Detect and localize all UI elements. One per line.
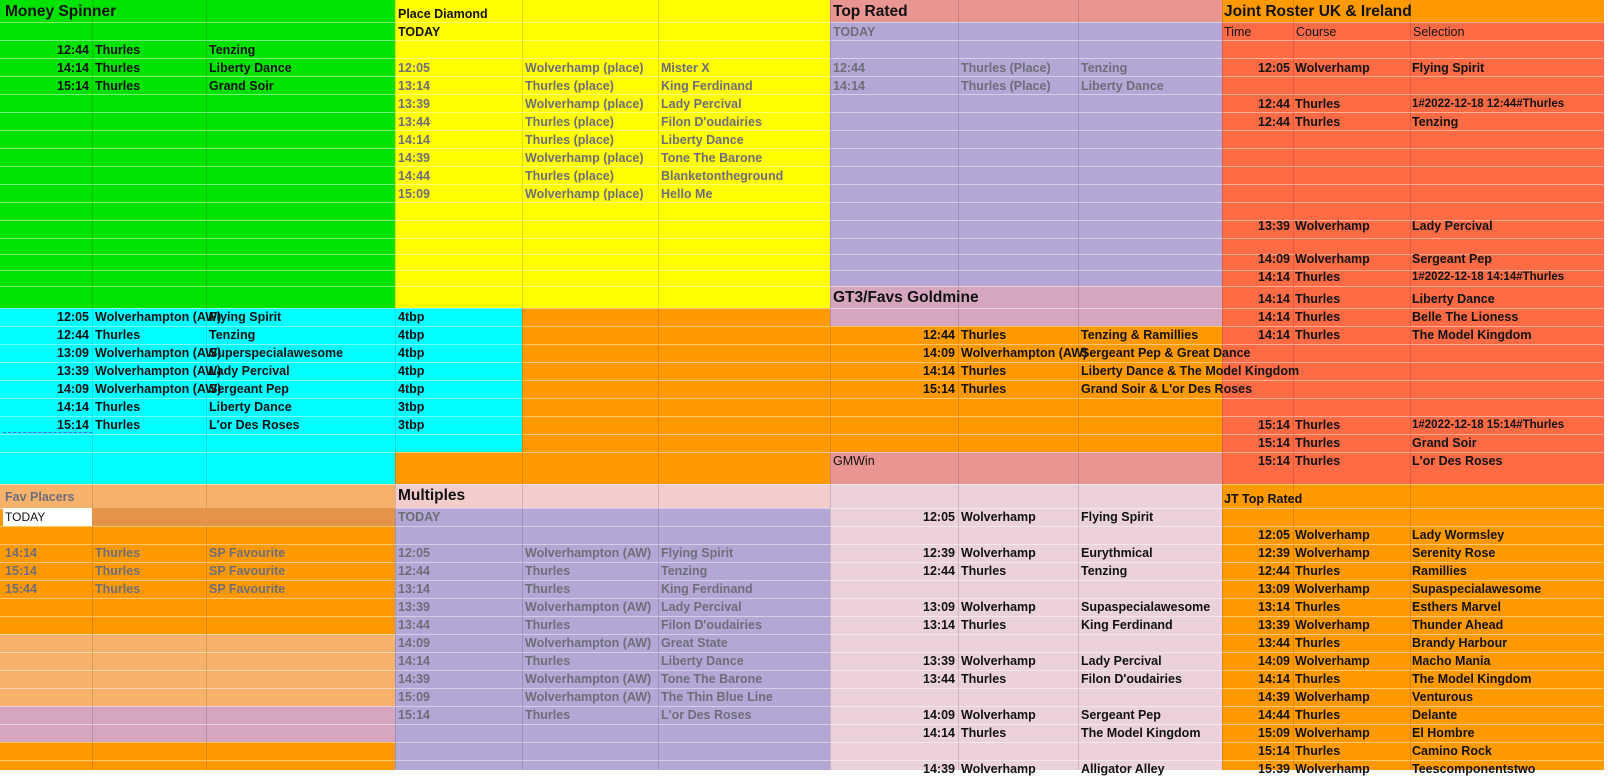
orange-middle-lower xyxy=(395,452,830,484)
cell-time[interactable]: 14:14 xyxy=(1258,270,1290,284)
cell-course[interactable]: Thurles xyxy=(1295,418,1341,432)
cell-selection[interactable]: Tenzing xyxy=(1081,564,1128,578)
cell-time[interactable]: 13:14 xyxy=(923,618,955,632)
cell-selection[interactable]: Mister X xyxy=(661,61,710,75)
cell-selection[interactable]: Belle The Lioness xyxy=(1412,310,1519,324)
cell-time[interactable]: 12:05 xyxy=(398,546,430,560)
cell-selection[interactable]: SP Favourite xyxy=(209,564,286,578)
cell-time[interactable]: 13:44 xyxy=(923,672,955,686)
cell-course[interactable]: Thurles xyxy=(95,328,141,342)
cell-time[interactable]: 15:14 xyxy=(1258,744,1290,758)
col-header-course: Course xyxy=(1296,25,1337,39)
cell-selection[interactable]: Lady Percival xyxy=(661,97,742,111)
cell-time[interactable]: 12:44 xyxy=(1258,115,1290,129)
cell-selection[interactable]: Brandy Harbour xyxy=(1412,636,1508,650)
cell-selection[interactable]: Tenzing xyxy=(661,564,708,578)
grid-col-line xyxy=(1410,0,1411,770)
cell-course[interactable]: Wolverhamp (place) xyxy=(525,97,644,111)
cell-selection[interactable]: Flying Spirit xyxy=(661,546,734,560)
cell-course[interactable]: Wolverhamp xyxy=(1295,528,1370,542)
grid-line xyxy=(0,484,1612,485)
cell-selection[interactable]: Grand Soir xyxy=(1412,436,1477,450)
cell-course[interactable]: Thurles xyxy=(1295,115,1341,129)
cell-time[interactable]: 13:39 xyxy=(398,600,430,614)
cell-selection[interactable]: King Ferdinand xyxy=(661,582,753,596)
cell-course[interactable]: Thurles xyxy=(525,618,571,632)
cell-course[interactable]: Wolverhamp xyxy=(1295,762,1370,776)
cell-time[interactable]: 14:09 xyxy=(923,346,955,360)
cell-time[interactable]: 14:39 xyxy=(398,672,430,686)
cell-time[interactable]: 14:09 xyxy=(923,708,955,722)
cell-course[interactable]: Thurles xyxy=(95,61,141,75)
cell-selection[interactable]: Camino Rock xyxy=(1412,744,1492,758)
cell-selection[interactable]: Superspecialawesome xyxy=(209,346,344,360)
cell-selection[interactable]: Supaspecialawesome xyxy=(1412,582,1542,596)
cell-selection[interactable]: Liberty Dance xyxy=(661,133,744,147)
cell-selection[interactable]: Tone The Barone xyxy=(661,151,763,165)
cell-time[interactable]: 13:44 xyxy=(1258,636,1290,650)
cell-time[interactable]: 12:44 xyxy=(923,328,955,342)
cell-selection[interactable]: El Hombre xyxy=(1412,726,1475,740)
cell-selection[interactable]: Tenzing & Ramillies xyxy=(1081,328,1199,342)
cell-course[interactable]: Thurles (Place) xyxy=(961,61,1051,75)
cell-selection[interactable]: Lady Percival xyxy=(1081,654,1162,668)
cell-time[interactable]: 13:39 xyxy=(1258,618,1290,632)
cell-course[interactable]: Thurles xyxy=(1295,708,1341,722)
cell-selection[interactable]: Lady Percival xyxy=(661,600,742,614)
cell-selection[interactable]: 1#2022-12-18 14:14#Thurles xyxy=(1412,271,1565,283)
cell-time[interactable]: 14:14 xyxy=(1258,292,1290,306)
cell-course[interactable]: Thurles xyxy=(95,43,141,57)
cell-course[interactable]: Thurles xyxy=(1295,97,1341,111)
cell-course[interactable]: Thurles xyxy=(1295,310,1341,324)
cell-selection[interactable]: Liberty Dance xyxy=(1412,292,1495,306)
cell-course[interactable]: Thurles xyxy=(961,672,1007,686)
cell-time[interactable]: 15:14 xyxy=(57,418,89,432)
cell-course[interactable]: Thurles (place) xyxy=(525,169,614,183)
grid-col-line xyxy=(958,0,959,770)
cell-time[interactable]: 14:14 xyxy=(1258,672,1290,686)
grid-col-line xyxy=(92,0,93,770)
grid-col-line xyxy=(658,0,659,770)
cell-course[interactable]: Wolverhamp (place) xyxy=(525,61,644,75)
cell-selection[interactable]: The Model Kingdom xyxy=(1412,328,1532,342)
cell-course[interactable]: Wolverhamp xyxy=(1295,618,1370,632)
cell-course[interactable]: Thurles xyxy=(1295,744,1341,758)
top-rated-today: TODAY xyxy=(833,25,876,39)
cell-time[interactable]: 14:39 xyxy=(1258,690,1290,704)
cell-time[interactable]: 12:39 xyxy=(923,546,955,560)
cell-selection[interactable]: Liberty Dance xyxy=(661,654,744,668)
cell-course[interactable]: Wolverhampton (AW) xyxy=(525,546,652,560)
cell-course[interactable]: Wolverhamp xyxy=(961,708,1036,722)
cell-course[interactable]: Thurles xyxy=(1295,564,1341,578)
cell-time[interactable]: 15:14 xyxy=(57,79,89,93)
cell-selection[interactable]: Lady Wormsley xyxy=(1412,528,1505,542)
cell-time[interactable]: 15:14 xyxy=(923,382,955,396)
right-edge-strip xyxy=(1604,0,1612,770)
cell-selection[interactable]: SP Favourite xyxy=(209,582,286,596)
cell-time[interactable]: 12:44 xyxy=(1258,564,1290,578)
cell-time[interactable]: 12:44 xyxy=(57,43,89,57)
cell-time[interactable]: 12:44 xyxy=(833,61,865,75)
cell-time[interactable]: 15:14 xyxy=(1258,418,1290,432)
cell-course[interactable]: Thurles xyxy=(1295,600,1341,614)
cell-course[interactable]: Thurles xyxy=(1295,636,1341,650)
cell-selection[interactable]: L'or Des Roses xyxy=(1412,454,1503,468)
cell-course[interactable]: Wolverhamp xyxy=(961,762,1036,776)
cell-course[interactable]: Wolverhampton (AW) xyxy=(95,364,222,378)
cell-course[interactable]: Wolverhamp xyxy=(1295,690,1370,704)
cell-time[interactable]: 13:09 xyxy=(1258,582,1290,596)
cell-selection[interactable]: Serenity Rose xyxy=(1412,546,1496,560)
cell-course[interactable]: Wolverhamp xyxy=(961,654,1036,668)
cell-course[interactable]: Thurles xyxy=(1295,454,1341,468)
cell-time[interactable]: 13:39 xyxy=(57,364,89,378)
cell-course[interactable]: Wolverhamp xyxy=(1295,61,1370,75)
cell-time[interactable]: 14:14 xyxy=(57,400,89,414)
cell-course[interactable]: Thurles xyxy=(95,400,141,414)
cell-course[interactable]: Thurles xyxy=(525,654,571,668)
cell-selection[interactable]: SP Favourite xyxy=(209,546,286,560)
cell-course[interactable]: Wolverhamp (place) xyxy=(525,187,644,201)
cell-course[interactable]: Thurles xyxy=(1295,292,1341,306)
cell-time[interactable]: 12:44 xyxy=(398,564,430,578)
cell-time[interactable]: 14:14 xyxy=(398,133,430,147)
cell-course[interactable]: Wolverhampton (AW) xyxy=(525,600,652,614)
cell-time[interactable]: 15:14 xyxy=(5,564,37,578)
cell-selection[interactable]: Tone The Barone xyxy=(661,672,763,686)
gmwin-title: GMWin xyxy=(833,454,875,468)
gt3-title: GT3/Favs Goldmine xyxy=(833,289,979,306)
today-row-bg xyxy=(92,508,395,526)
cell-time[interactable]: 14:09 xyxy=(57,382,89,396)
cell-selection[interactable]: Tenzing xyxy=(209,43,256,57)
cell-course[interactable]: Thurles xyxy=(95,546,141,560)
cell-time[interactable]: 15:14 xyxy=(398,708,430,722)
cell-selection[interactable]: The Thin Blue Line xyxy=(661,690,773,704)
cell-course[interactable]: Wolverhampton (AW) xyxy=(961,346,1088,360)
cell-selection[interactable]: King Ferdinand xyxy=(661,79,753,93)
cell-selection[interactable]: 1#2022-12-18 12:44#Thurles xyxy=(1412,98,1565,110)
cell-course[interactable]: Wolverhamp xyxy=(961,546,1036,560)
cell-course[interactable]: Wolverhamp (place) xyxy=(525,151,644,165)
cell-selection[interactable]: Sergeant Pep xyxy=(1081,708,1161,722)
cell-selection[interactable]: Flying Spirit xyxy=(1412,61,1485,75)
cell-selection[interactable]: Liberty Dance xyxy=(209,400,292,414)
cell-time[interactable]: 12:39 xyxy=(1258,546,1290,560)
cell-time[interactable]: 14:09 xyxy=(1258,252,1290,266)
cell-course[interactable]: Wolverhampton (AW) xyxy=(95,310,222,324)
cell-time[interactable]: 14:44 xyxy=(1258,708,1290,722)
fav-placers-title: Fav Placers xyxy=(5,490,75,504)
cell-selection[interactable]: Flying Spirit xyxy=(209,310,282,324)
cell-selection[interactable]: Liberty Dance xyxy=(1081,79,1164,93)
cell-tbp[interactable]: 3tbp xyxy=(398,400,425,414)
cell-selection[interactable]: Filon D'oudairies xyxy=(661,115,762,129)
cell-time[interactable]: 12:44 xyxy=(57,328,89,342)
cell-selection[interactable]: Lady Percival xyxy=(1412,219,1493,233)
grid-col-line xyxy=(395,0,396,770)
joint-roster-title: Joint Roster UK & Ireland xyxy=(1224,3,1412,20)
cell-selection[interactable]: King Ferdinand xyxy=(1081,618,1173,632)
cell-time[interactable]: 15:39 xyxy=(1258,762,1290,776)
cell-selection[interactable]: Ramillies xyxy=(1412,564,1467,578)
cell-selection[interactable]: Macho Mania xyxy=(1412,654,1491,668)
cell-selection[interactable]: Teescomponentstwo xyxy=(1412,762,1536,776)
cell-course[interactable]: Thurles xyxy=(1295,270,1341,284)
cell-course[interactable]: Wolverhamp xyxy=(1295,219,1370,233)
cell-course[interactable]: Wolverhampton (AW) xyxy=(525,672,652,686)
cell-time[interactable]: 13:09 xyxy=(923,600,955,614)
grid-line xyxy=(0,286,1612,287)
cell-course[interactable]: Thurles xyxy=(525,582,571,596)
grid-col-line xyxy=(1078,0,1079,770)
cell-selection[interactable]: Sergeant Pep xyxy=(209,382,289,396)
cell-course[interactable]: Thurles xyxy=(95,564,141,578)
cell-selection[interactable]: The Model Kingdom xyxy=(1412,672,1532,686)
cell-time[interactable]: 13:39 xyxy=(923,654,955,668)
multiples-today: TODAY xyxy=(398,510,441,524)
cell-time[interactable]: 15:14 xyxy=(1258,436,1290,450)
cell-course[interactable]: Thurles xyxy=(1295,436,1341,450)
cell-time[interactable]: 13:44 xyxy=(398,115,430,129)
cell-time[interactable]: 14:44 xyxy=(398,169,430,183)
cell-time[interactable]: 15:09 xyxy=(398,187,430,201)
cell-course[interactable]: Thurles xyxy=(961,328,1007,342)
cell-selection[interactable]: Tenzing xyxy=(1412,115,1459,129)
cell-course[interactable]: Wolverhamp xyxy=(1295,252,1370,266)
cell-course[interactable]: Thurles xyxy=(1295,672,1341,686)
cell-time[interactable]: 12:05 xyxy=(398,61,430,75)
cell-selection[interactable]: Liberty Dance & The Model Kingdom xyxy=(1081,364,1300,378)
cell-course[interactable]: Thurles xyxy=(961,382,1007,396)
cell-course[interactable]: Thurles xyxy=(961,364,1007,378)
cell-course[interactable]: Wolverhampton (AW) xyxy=(95,382,222,396)
cell-time[interactable]: 13:14 xyxy=(1258,600,1290,614)
cell-time[interactable]: 14:14 xyxy=(398,654,430,668)
cell-time[interactable]: 14:14 xyxy=(1258,328,1290,342)
cell-course[interactable]: Thurles xyxy=(961,618,1007,632)
cell-selection[interactable]: The Model Kingdom xyxy=(1081,726,1201,740)
cell-time[interactable]: 13:39 xyxy=(398,97,430,111)
cell-time[interactable]: 14:14 xyxy=(923,364,955,378)
jt-top-rated-title: JT Top Rated xyxy=(1224,492,1303,506)
cell-course[interactable]: Wolverhamp xyxy=(1295,582,1370,596)
money-spinner-title: Money Spinner xyxy=(5,3,117,20)
cell-course[interactable]: Thurles (place) xyxy=(525,79,614,93)
cell-selection[interactable]: Supaspecialawesome xyxy=(1081,600,1211,614)
grid-col-line xyxy=(522,0,523,770)
cell-course[interactable]: Wolverhampton (AW) xyxy=(525,636,652,650)
cell-course[interactable]: Wolverhamp xyxy=(961,510,1036,524)
place-diamond-title: Place Diamond xyxy=(398,7,488,21)
selected-cell-marker xyxy=(3,432,92,435)
cell-time[interactable]: 12:44 xyxy=(923,564,955,578)
cell-time[interactable]: 15:14 xyxy=(1258,454,1290,468)
cell-time[interactable]: 13:44 xyxy=(398,618,430,632)
cell-time[interactable]: 14:14 xyxy=(5,546,37,560)
grid-line xyxy=(0,238,1612,239)
cell-course[interactable]: Wolverhamp xyxy=(961,600,1036,614)
cell-selection[interactable]: 1#2022-12-18 15:14#Thurles xyxy=(1412,419,1565,431)
cell-time[interactable]: 13:09 xyxy=(57,346,89,360)
gmwin-title-bar xyxy=(830,452,1222,484)
cell-time[interactable]: 14:39 xyxy=(923,762,955,776)
col-header-time: Time xyxy=(1224,25,1252,39)
cell-selection[interactable]: Great State xyxy=(661,636,728,650)
fav-placers-bottom-band xyxy=(0,742,395,770)
top-rated-title: Top Rated xyxy=(833,3,908,20)
cell-selection[interactable]: Eurythmical xyxy=(1081,546,1153,560)
cell-tbp[interactable]: 4tbp xyxy=(398,382,425,396)
place-diamond-today: TODAY xyxy=(398,25,441,39)
cell-course[interactable]: Wolverhamp xyxy=(1295,726,1370,740)
cell-selection[interactable]: Lady Percival xyxy=(209,364,290,378)
cell-selection[interactable]: Sergeant Pep xyxy=(1412,252,1492,266)
multiples-title: Multiples xyxy=(398,487,466,504)
cell-time[interactable]: 15:44 xyxy=(5,582,37,596)
cell-selection[interactable]: Grand Soir & L'or Des Roses xyxy=(1081,382,1253,396)
cell-time[interactable]: 14:39 xyxy=(398,151,430,165)
cell-time[interactable]: 12:44 xyxy=(1258,97,1290,111)
cell-selection[interactable]: Sergeant Pep & Great Dance xyxy=(1081,346,1251,360)
cell-time[interactable]: 14:14 xyxy=(57,61,89,75)
cell-tbp[interactable]: 4tbp xyxy=(398,328,425,342)
cell-time[interactable]: 15:09 xyxy=(1258,726,1290,740)
cell-course[interactable]: Thurles (Place) xyxy=(961,79,1051,93)
cell-selection[interactable]: Tenzing xyxy=(1081,61,1128,75)
cell-course[interactable]: Thurles xyxy=(95,418,141,432)
cell-time[interactable]: 12:05 xyxy=(1258,528,1290,542)
cell-selection[interactable]: Flying Spirit xyxy=(1081,510,1154,524)
cell-time[interactable]: 14:09 xyxy=(1258,654,1290,668)
cell-selection[interactable]: Alligator Alley xyxy=(1081,762,1165,776)
cell-course[interactable]: Wolverhamp xyxy=(1295,654,1370,668)
fav-placers-today: TODAY xyxy=(5,510,46,524)
cell-time[interactable]: 14:14 xyxy=(1258,310,1290,324)
cell-selection[interactable]: Filon D'oudairies xyxy=(1081,672,1182,686)
cell-course[interactable]: Thurles xyxy=(95,582,141,596)
cell-time[interactable]: 13:39 xyxy=(1258,219,1290,233)
cell-selection[interactable]: Thunder Ahead xyxy=(1412,618,1504,632)
cell-selection[interactable]: Venturous xyxy=(1412,690,1474,704)
cell-tbp[interactable]: 4tbp xyxy=(398,346,425,360)
cell-selection[interactable]: Tenzing xyxy=(209,328,256,342)
cell-time[interactable]: 14:09 xyxy=(398,636,430,650)
cell-selection[interactable]: Hello Me xyxy=(661,187,713,201)
cell-course[interactable]: Thurles xyxy=(525,708,571,722)
cell-course[interactable]: Thurles xyxy=(95,79,141,93)
cell-selection[interactable]: Blanketontheground xyxy=(661,169,784,183)
cell-time[interactable]: 14:14 xyxy=(923,726,955,740)
cell-time[interactable]: 12:05 xyxy=(57,310,89,324)
cell-course[interactable]: Wolverhampton (AW) xyxy=(95,346,222,360)
cell-selection[interactable]: Filon D'oudairies xyxy=(661,618,762,632)
cell-course[interactable]: Thurles (place) xyxy=(525,115,614,129)
cell-course[interactable]: Wolverhampton (AW) xyxy=(525,690,652,704)
cell-time[interactable]: 15:09 xyxy=(398,690,430,704)
cell-course[interactable]: Thurles xyxy=(961,564,1007,578)
cell-tbp[interactable]: 4tbp xyxy=(398,364,425,378)
cell-time[interactable]: 13:14 xyxy=(398,582,430,596)
cell-time[interactable]: 14:14 xyxy=(833,79,865,93)
cell-course[interactable]: Thurles (place) xyxy=(525,133,614,147)
cell-time[interactable]: 12:05 xyxy=(923,510,955,524)
cell-selection[interactable]: Liberty Dance xyxy=(209,61,292,75)
cell-selection[interactable]: L'or Des Roses xyxy=(661,708,752,722)
cell-selection[interactable]: Delante xyxy=(1412,708,1458,722)
cell-course[interactable]: Thurles xyxy=(961,726,1007,740)
cell-course[interactable]: Thurles xyxy=(525,564,571,578)
cell-selection[interactable]: L'or Des Roses xyxy=(209,418,300,432)
cell-selection[interactable]: Grand Soir xyxy=(209,79,274,93)
col-header-selection: Selection xyxy=(1413,25,1465,39)
cell-tbp[interactable]: 3tbp xyxy=(398,418,425,432)
cell-selection[interactable]: Esthers Marvel xyxy=(1412,600,1501,614)
cell-time[interactable]: 13:14 xyxy=(398,79,430,93)
cell-course[interactable]: Thurles xyxy=(1295,328,1341,342)
cell-course[interactable]: Wolverhamp xyxy=(1295,546,1370,560)
cell-time[interactable]: 12:05 xyxy=(1258,61,1290,75)
cell-tbp[interactable]: 4tbp xyxy=(398,310,425,324)
